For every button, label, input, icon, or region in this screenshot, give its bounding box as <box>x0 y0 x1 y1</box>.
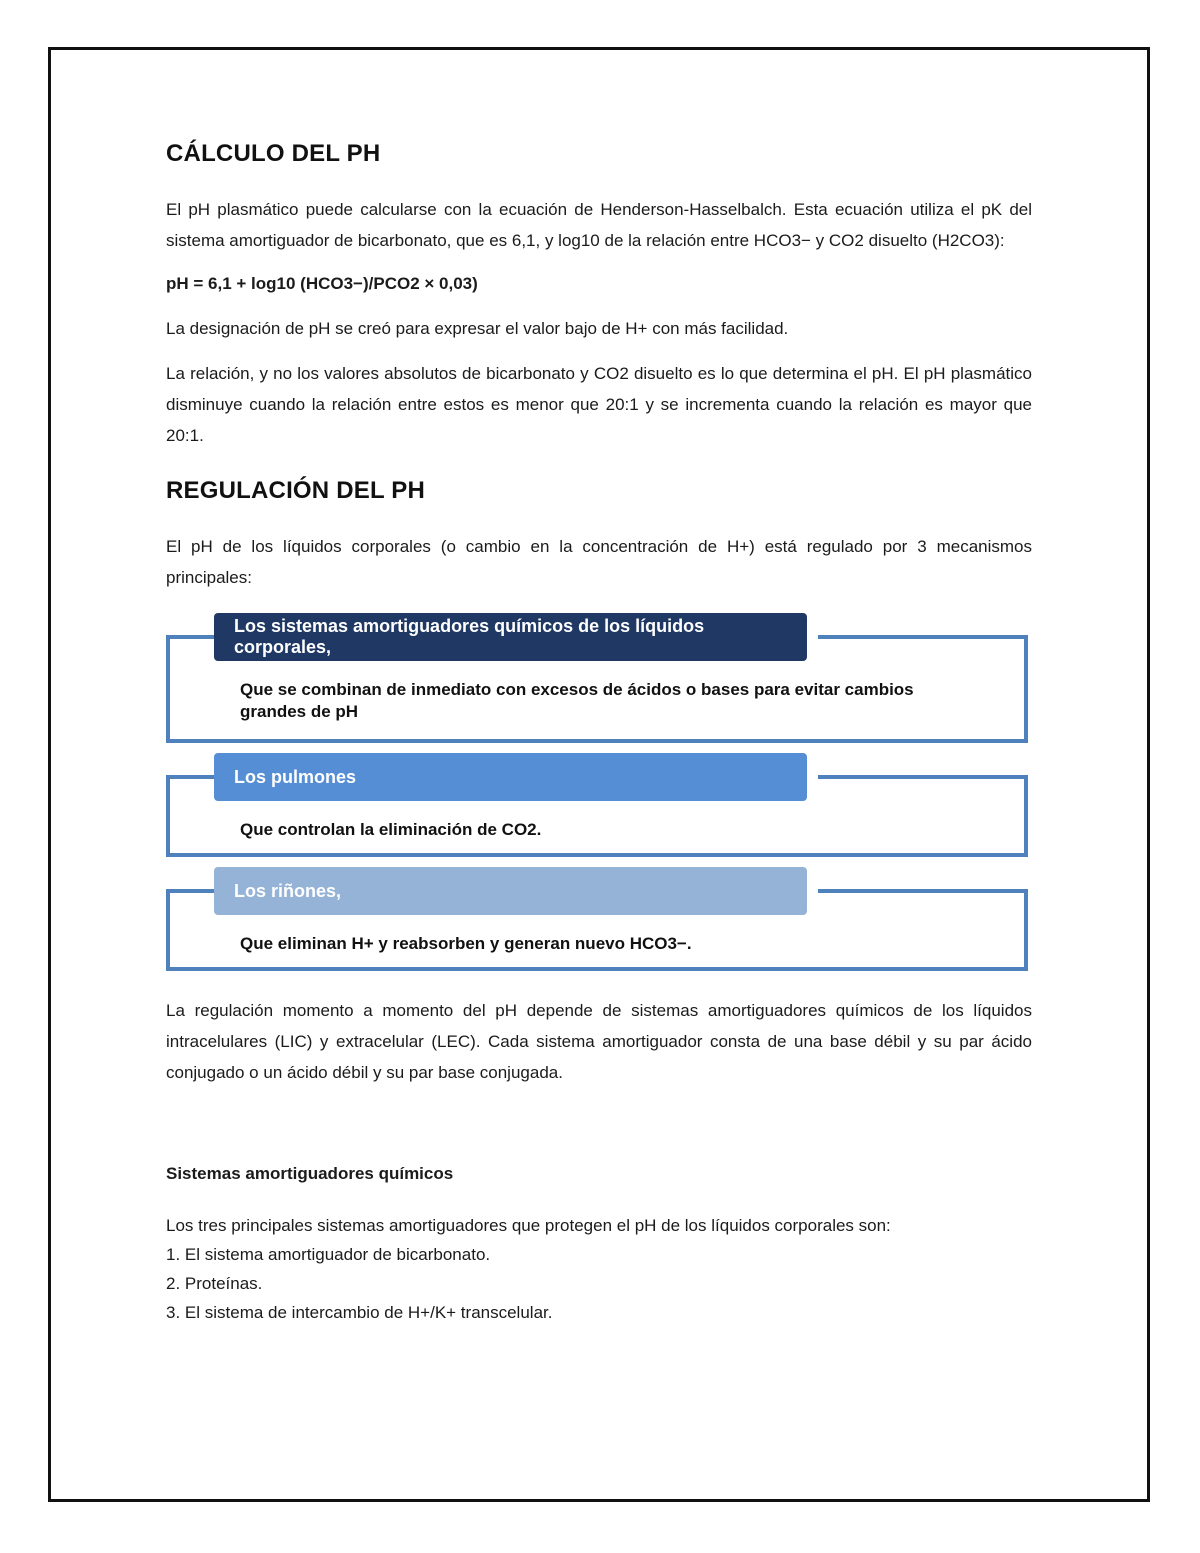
ph-formula: pH = 6,1 + log10 (HCO3−)/PCO2 × 0,03) <box>166 274 478 293</box>
mechanism-label-1: Los sistemas amortiguadores químicos de los líquidos corporales, <box>214 613 807 661</box>
mechanism-description-3: Que eliminan H+ y reabsorben y generan nuevo HCO3−. <box>240 934 692 953</box>
paragraph-regulacion-intro: El pH de los líquidos corporales (o cambio en la concentración de H+) está regulado por 3 mecanismos principales: <box>166 537 1032 587</box>
list-item: 3. El sistema de intercambio de H+/K+ transcelular. <box>166 1303 553 1322</box>
subtitle-sistemas: Sistemas amortiguadores químicos <box>166 1164 454 1183</box>
paragraph-designacion: La designación de pH se creó para expresar el valor bajo de H+ con más facilidad. <box>166 319 789 338</box>
list-item: 1. El sistema amortiguador de bicarbonato. <box>166 1245 491 1264</box>
paragraph-regulacion-momento: La regulación momento a momento del pH depende de sistemas amortiguadores químicos de los líquidos intracelulares (LIC) y extracelular (LEC). Cada sistema amortiguador consta de una base débil y su par ácido conjugado o un ácido débil y su par base conjugada. <box>166 1001 1032 1082</box>
list-item: 2. Proteínas. <box>166 1274 263 1293</box>
document-content <box>166 140 1032 1327</box>
paragraph-relacion: La relación, y no los valores absolutos de bicarbonato y CO2 disuelto es lo que determina el pH. El pH plasmático disminuye cuando la relación entre estos es menor que 20:1 y se incrementa cuando la relación es mayor que 20:1. <box>166 364 1032 445</box>
paragraph-henderson: El pH plasmático puede calcularse con la ecuación de Henderson-Hasselbalch. Esta ecuación utiliza el pK del sistema amortiguador de bicarbonato, que es 6,1, y log10 de la relación entre HCO3− y CO2 disuelto (H2CO3): <box>166 200 1032 250</box>
mechanism-description-2: Que controlan la eliminación de CO2. <box>240 820 542 839</box>
paragraph-sistemas-intro: Los tres principales sistemas amortiguadores que protegen el pH de los líquidos corporales son: <box>166 1216 891 1235</box>
mechanism-label-2: Los pulmones <box>214 753 807 801</box>
mechanism-label-3: Los riñones, <box>214 867 807 915</box>
mechanism-description-1: Que se combinan de inmediato con excesos de ácidos o bases para evitar cambios grandes de pH <box>240 680 914 721</box>
section-title-calculo: CÁLCULO DEL PH <box>166 140 381 167</box>
mechanisms-diagram <box>166 613 1032 975</box>
section-title-regulacion: REGULACIÓN DEL PH <box>166 477 425 504</box>
